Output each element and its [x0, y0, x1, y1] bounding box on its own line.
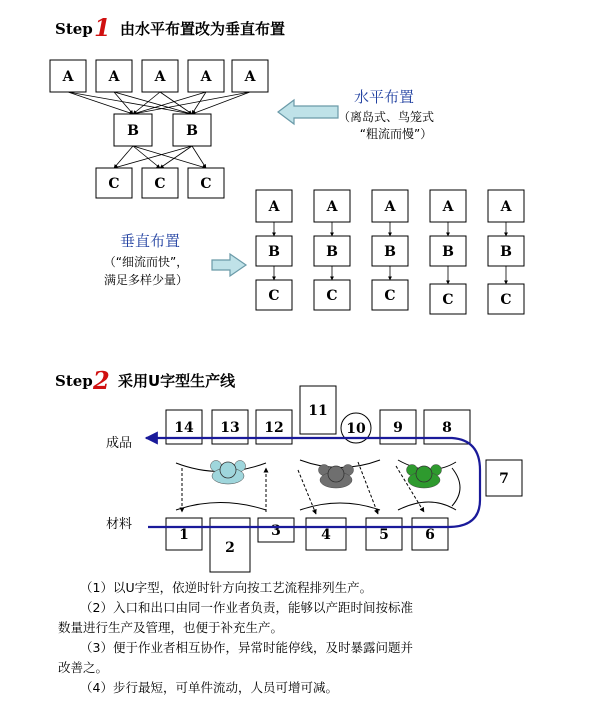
process-box-a-label: A [200, 69, 212, 85]
step1-word: Step [55, 20, 93, 38]
station-box-label: 9 [393, 420, 403, 436]
station-box-label: 6 [425, 527, 435, 543]
vertical-caption [104, 232, 188, 287]
process-box-a-label: A [108, 69, 120, 85]
note-line: （4）步行最短，可单件流动，人员可增可减。 [80, 680, 338, 695]
note-line: 数量进行生产及管理，也便于补充生产。 [58, 620, 284, 635]
process-box-c-label: C [108, 176, 120, 192]
process-box-a-label: A [384, 199, 396, 215]
process-box-a [488, 190, 524, 222]
process-box-c-label: C [154, 176, 166, 192]
process-box-a-label: A [62, 69, 74, 85]
station-box-label: 2 [225, 540, 235, 556]
vertical-caption-line1: （“细流而快”， [103, 255, 189, 269]
vertical-layout [256, 190, 524, 314]
station-box-label: 8 [442, 420, 452, 436]
process-box-c [96, 168, 132, 198]
process-box-b [173, 114, 211, 146]
notes-list [58, 578, 538, 698]
step2-title: 采用U字型生产线 [118, 372, 236, 390]
vertical-column [488, 190, 524, 314]
note-line: （1）以U字型，依逆时针方向按工艺流程排列生产。 [80, 580, 373, 595]
process-box-a-label: A [442, 199, 454, 215]
horizontal-caption [338, 88, 434, 141]
process-box-c-label: C [200, 176, 212, 192]
step1-title: 由水平布置改为垂直布置 [120, 20, 286, 38]
process-box-c [430, 284, 466, 314]
u-line-diagram [106, 386, 522, 572]
vertical-column [372, 190, 408, 310]
station-box-label: 13 [220, 420, 240, 436]
step1-number: 1 [94, 13, 111, 42]
station-box-label: 7 [499, 471, 509, 487]
process-box-a [314, 190, 350, 222]
horizontal-caption-line2: “粗流而慢”） [359, 127, 433, 141]
horizontal-arrow-icon [278, 100, 338, 124]
process-box-a [232, 60, 268, 92]
process-box-a [188, 60, 224, 92]
output-label: 成品 [106, 436, 133, 451]
process-box-c [488, 284, 524, 314]
station-box [258, 518, 294, 542]
step2-number: 2 [93, 366, 110, 395]
process-box-b-label: B [326, 244, 338, 260]
process-box-b-label: B [500, 244, 512, 260]
vertical-caption-line2: 满足多样少量） [103, 273, 189, 287]
horizontal-layout [50, 60, 268, 198]
process-box-c [188, 168, 224, 198]
vertical-caption-title: 垂直布置 [119, 232, 181, 250]
process-box-b [256, 236, 292, 266]
vertical-column [314, 190, 350, 310]
process-box-b [372, 236, 408, 266]
process-box-a [372, 190, 408, 222]
process-box-c [256, 280, 292, 310]
process-box-a [256, 190, 292, 222]
process-box-a-label: A [500, 199, 512, 215]
process-box-c-label: C [326, 288, 338, 304]
note-line: 改善之。 [58, 660, 109, 675]
operator-icon [407, 465, 442, 489]
process-box-b-label: B [186, 123, 198, 139]
station-box-label: 12 [264, 420, 284, 436]
process-box-b [114, 114, 152, 146]
operator-icon [211, 461, 246, 485]
station-box-label: 14 [174, 420, 194, 436]
vertical-column [256, 190, 292, 310]
note-line: （3）便于作业者相互协作，异常时能停线，及时暴露问题并 [80, 640, 413, 655]
process-box-b-label: B [384, 244, 396, 260]
station-box-label: 1 [179, 527, 189, 543]
process-box-b-label: B [268, 244, 280, 260]
step2-header [55, 366, 236, 395]
note-line: （2）入口和出口由同一作业者负责，能够以产距时间按标准 [80, 600, 413, 615]
station-box [412, 518, 448, 550]
process-box-c [372, 280, 408, 310]
process-box-a [96, 60, 132, 92]
station-box [166, 518, 202, 550]
process-box-b-label: B [127, 123, 139, 139]
horizontal-caption-line1: （离岛式、鸟笼式 [337, 110, 435, 124]
operator-icon [319, 465, 354, 489]
station-box-label: 4 [321, 527, 331, 543]
process-box-a-label: A [268, 199, 280, 215]
station-box-label: 5 [379, 527, 389, 543]
station-circle-label: 10 [346, 421, 366, 437]
process-box-b-label: B [442, 244, 454, 260]
process-box-c-label: C [500, 292, 512, 308]
step1-header [55, 13, 285, 42]
process-box-b [430, 236, 466, 266]
horizontal-caption-title: 水平布置 [353, 88, 415, 106]
station-box [486, 460, 522, 496]
process-box-a-label: A [154, 69, 166, 85]
station-box [306, 518, 346, 550]
station-box-label: 3 [271, 523, 281, 539]
process-box-a [142, 60, 178, 92]
process-box-a-label: A [326, 199, 338, 215]
process-box-a-label: A [244, 69, 256, 85]
process-box-b [314, 236, 350, 266]
process-box-c-label: C [384, 288, 396, 304]
station-box [300, 386, 336, 434]
process-box-a [50, 60, 86, 92]
horizontal-connectors [68, 92, 250, 168]
station-box-label: 11 [308, 403, 328, 419]
horizontal-boxes [50, 60, 268, 198]
vertical-arrow-icon [212, 254, 246, 276]
process-box-c [314, 280, 350, 310]
step2-word: Step [55, 372, 93, 390]
vertical-column [430, 190, 466, 314]
process-box-c-label: C [442, 292, 454, 308]
process-box-a [430, 190, 466, 222]
process-box-c-label: C [268, 288, 280, 304]
process-box-c [142, 168, 178, 198]
input-label: 材料 [106, 517, 133, 532]
station-box [366, 518, 402, 550]
process-box-b [488, 236, 524, 266]
